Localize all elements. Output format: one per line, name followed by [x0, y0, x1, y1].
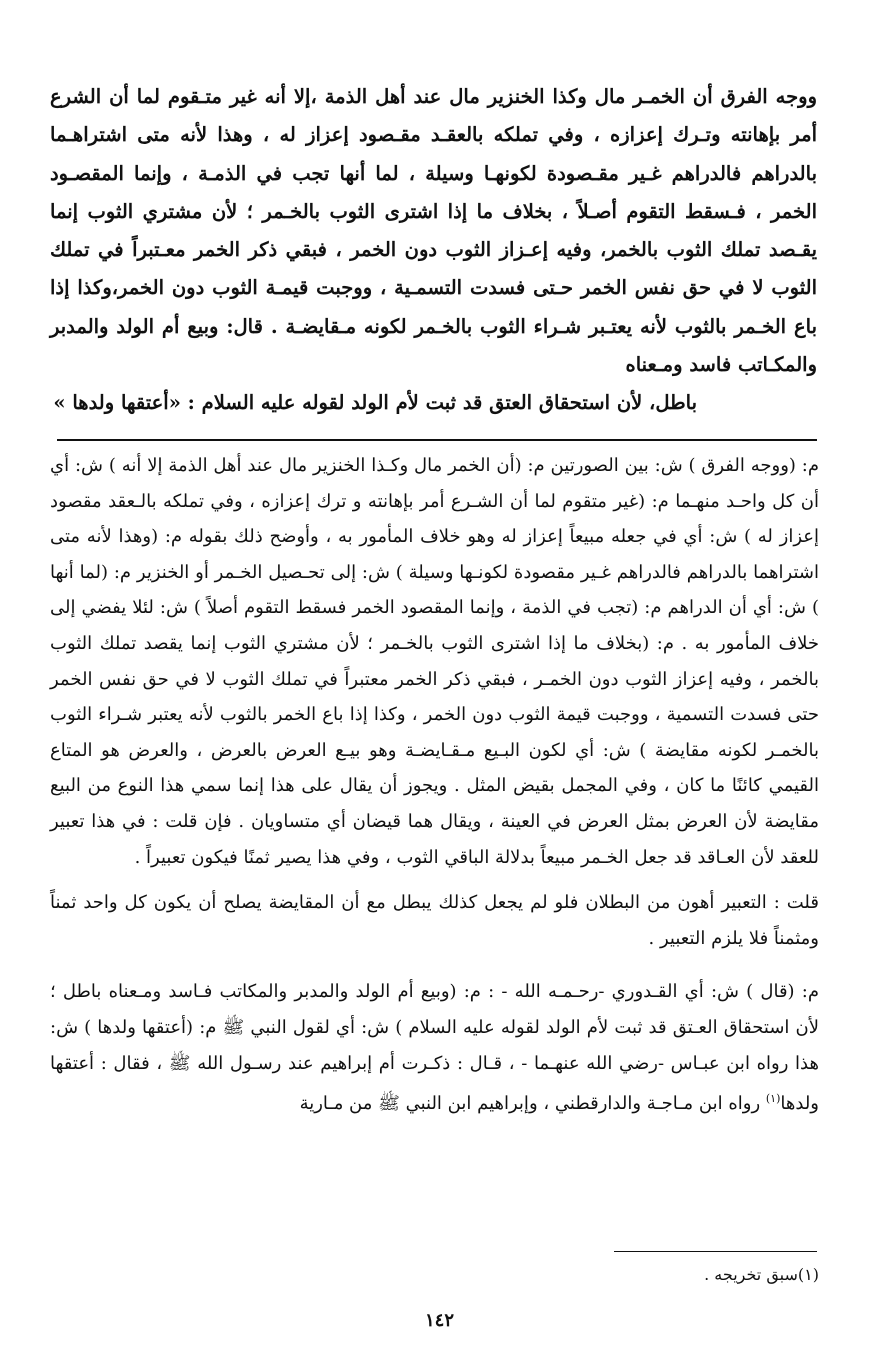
page-number: ١٤٢: [424, 1310, 454, 1331]
main-text: [50, 78, 817, 423]
commentary-paragraph-3: [50, 974, 819, 1121]
commentary: [50, 448, 819, 1122]
footnote: (١)سبق تخريجه .: [704, 1265, 819, 1284]
commentary-paragraph-3-part-1: م: (قال ) ش: أي القـدوري -رحـمـه الله - : م: (وبيع أم الولد والمدبر والمكاتب فـاسد ومـعناه باطل ؛ لأن استحقاق العـتق قد ثبت لأم الولد لقوله عليه السلام ) ش: أي لقول النبي ﷺ م: (أعتقها ولدها ) ش: هذا رواه ابن عبـاس -رضي الله عنهـما - ، قـال : ذكـرت أم إبراهيم عند رسـول الله ﷺ ، فقال : أعتقها ولدها: [50, 981, 819, 1115]
main-text-last-line: باطل، لأن استحقاق العتق قد ثبت لأم الولد لقوله عليه السلام : «أعتقها ولدها »: [53, 391, 697, 415]
commentary-paragraph-3-part-2: رواه ابن مـاجـة والدارقطني ، وإبراهيم ابن النبي ﷺ من مـارية: [299, 1093, 766, 1115]
commentary-paragraph-1: م: (ووجه الفرق ) ش: بين الصورتين م: (أن الخمر مال وكـذا الخنزير مال عند أهل الذمة إلا أنه ) ش: أي أن كل واحـد منهـما م: (غير متقوم لما أن الشـرع أمر بإهانته و ترك إعزازه ، وفي تملكه بالـعقد مقصود إعزاز له ) ش: أي في جعله مبيعاً إعزاز له وهو خلاف المأمور به ، وأوضح ذلك بقوله م: (وهذا لأنه متى اشتراهما بالدراهم فالدراهم غـير مقصودة لكونـها وسيلة ) ش: إلى تحـصيل الخـمر أو الخنزير م: (لما أنها ) ش: أي أن الدراهم م: (تجب في الذمة ، وإنما المقصود الخمر فسقط التقوم أصلاً ) ش: لئلا يفضي إلى خلاف المأمور به . م: (بخلاف ما إذا اشترى الثوب بالخـمر ؛ لأن مشتري الثوب إنما يقصد تملك الثوب بالخمر ، وفيه إعزاز الثوب دون الخمـر ، فبقي ذكر الخمر معتبراً في تملك الثوب لا في حق نفس الخمر حتى فسدت التسمية ، ووجبت قيمة الثوب دون الخمر ، وكذا إذا باع الخمر بالثوب لأنه يعتبر شـراء الثوب بالخمـر لكونه مقايضة ) ش: أي لكون البـيع مـقـايضـة وهو بيـع العرض بالعرض ، والعرض هو المتاع القيمي كائنًا ما كان ، وفي المجمل بقيض المثل . ويجوز أن يقال على هذا إنما سمي هذا النوع من البيع مقايضة لأن العرض بمثل العرض في العينة ، ويقال هما قيضان أي متساويان . فإن قلت : في هذا تعبير للعقد لأن العـاقد قد جعل الخـمر مبيعاً بدلالة الباقي الثوب ، وفي هذا يصير ثمنًا فيكون تعبيراً .: [50, 455, 819, 868]
commentary-paragraph-2: قلت : التعبير أهون من البطلان فلو لم يجعل كذلك يبطل مع أن المقايضة يصلح أن يكون كل واحد ثمناً ومثمناً فلا يلزم التعبير .: [50, 892, 819, 949]
main-text-body: ووجه الفرق أن الخمـر مال وكذا الخنزير مال عند أهل الذمة ،إلا أنه غير متـقوم لما أن الشرع أمر بإهانته وتـرك إعزازه ، وفي تملكه بالعقـد مقـصود إعزاز له ، وهذا لأنه متى اشتراهـما بالدراهم فالدراهم غـير مقـصودة لكونهـا وسيلة ، لما أنها تجب في الذمـة ، وإنما المقصـود الخمر ، فـسقط التقوم أصـلاً ، بخلاف ما إذا اشترى الثوب بالخـمر ؛ لأن مشتري الثوب إنما يقـصد تملك الثوب بالخمر، وفيه إعـزاز الثوب دون الخمر ، فبقي ذكر الخمر معـتبراً في تملك الثوب لا في حق نفس الخمر حـتى فسدت التسمـية ، ووجبت قيمـة الثوب دون الخمر،وكذا إذا باع الخـمر بالثوب لأنه يعتـبر شـراء الثوب بالخـمر لكونه مـقايضـة . قال: وبيع أم الولد والمدبر والمكـاتب فاسد ومـعناه: [50, 85, 817, 377]
footnote-divider: [614, 1251, 817, 1252]
footnote-marker: (١): [765, 1092, 781, 1106]
main-divider: [57, 439, 817, 441]
